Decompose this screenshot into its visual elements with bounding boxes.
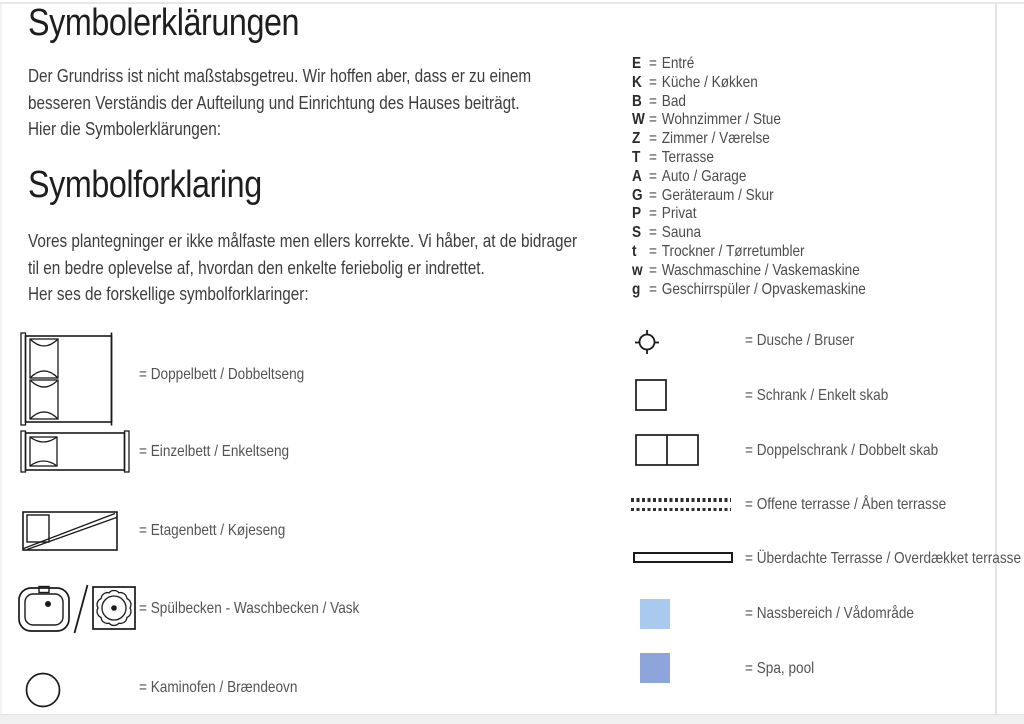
single-bed-label: = Einzelbett / Enkeltseng — [139, 443, 290, 460]
abbreviation-row: t = Trockner / Tørretumbler — [632, 242, 805, 260]
slash-divider — [72, 583, 90, 635]
open-terrace-label: = Offene terrasse / Åben terrasse — [745, 496, 947, 513]
scan-edge-bottom — [0, 714, 1024, 724]
page-title-danish: Symbolforklaring — [28, 164, 262, 206]
abbreviation-row: w = Waschmaschine / Vaskemaskine — [632, 261, 860, 279]
abbreviation-row: A = Auto / Garage — [632, 167, 747, 185]
shower-label: = Dusche / Bruser — [745, 332, 855, 349]
abbreviation-row: S = Sauna — [632, 224, 702, 242]
washbasin-icon — [92, 585, 136, 631]
scan-edge-left — [0, 4, 2, 714]
abbreviation-row: T = Terrasse — [632, 148, 714, 166]
single-closet-icon — [635, 379, 667, 411]
scan-edge-right — [995, 4, 997, 714]
room-abbreviation-list — [632, 55, 907, 299]
abbreviation-row: K = Küche / Køkken — [632, 73, 758, 91]
abbreviation-row: B = Bad — [632, 92, 686, 110]
single-bed-icon — [20, 430, 130, 473]
abbreviation-row: P = Privat — [632, 205, 697, 223]
kitchen-sink-icon — [18, 585, 70, 633]
open-terrace-icon — [631, 498, 731, 511]
covered-terrace-icon — [633, 552, 733, 563]
abbreviation-row: W = Wohnzimmer / Stue — [632, 111, 781, 129]
wood-stove-icon — [24, 671, 62, 709]
abbreviation-row: g = Geschirrspüler / Opvaskemaskine — [632, 280, 866, 298]
wood-stove-label: = Kaminofen / Brændeovn — [139, 679, 298, 696]
bunk-bed-icon — [22, 511, 118, 551]
double-bed-label: = Doppelbett / Dobbeltseng — [139, 366, 305, 383]
page-title-german: Symbolerklärungen — [28, 2, 300, 44]
abbreviation-row: Z = Zimmer / Værelse — [632, 130, 770, 148]
intro-paragraph-danish: Vores plantegninger er ikke målfaste men ellers korrekte. Vi håber, at de bidrager til en bedre oplevelse af, hvordan den enkelte feriebolig er indrettet. Her ses de forskellige symbolforklaringer: — [28, 231, 578, 304]
double-bed-icon — [20, 332, 120, 426]
wet-area-icon — [640, 599, 670, 629]
spa-pool-icon — [640, 653, 670, 683]
intro-paragraph-german: Der Grundriss ist nicht maßstabsgetreu. Wir hoffen aber, dass er zu einem besseren Verständis der Aufteilung und Einrichtung des Hauses beiträgt. Hier die Symbolerklärungen: — [28, 66, 532, 139]
single-closet-label: = Schrank / Enkelt skab — [745, 387, 889, 404]
covered-terrace-label: = Überdachte Terrasse / Overdækket terrasse — [745, 550, 1022, 567]
wet-area-label: = Nassbereich / Vådområde — [745, 605, 914, 622]
abbreviation-row: G = Geräteraum / Skur — [632, 186, 774, 204]
bunk-bed-label: = Etagenbett / Køjeseng — [139, 522, 286, 539]
shower-icon — [631, 326, 663, 358]
double-closet-icon — [635, 434, 699, 466]
abbreviation-row: E = Entré — [632, 55, 695, 72]
spa-pool-label: = Spa, pool — [745, 660, 815, 677]
double-closet-label: = Doppelschrank / Dobbelt skab — [745, 442, 939, 459]
sink-label: = Spülbecken - Waschbecken / Vask — [139, 600, 360, 617]
